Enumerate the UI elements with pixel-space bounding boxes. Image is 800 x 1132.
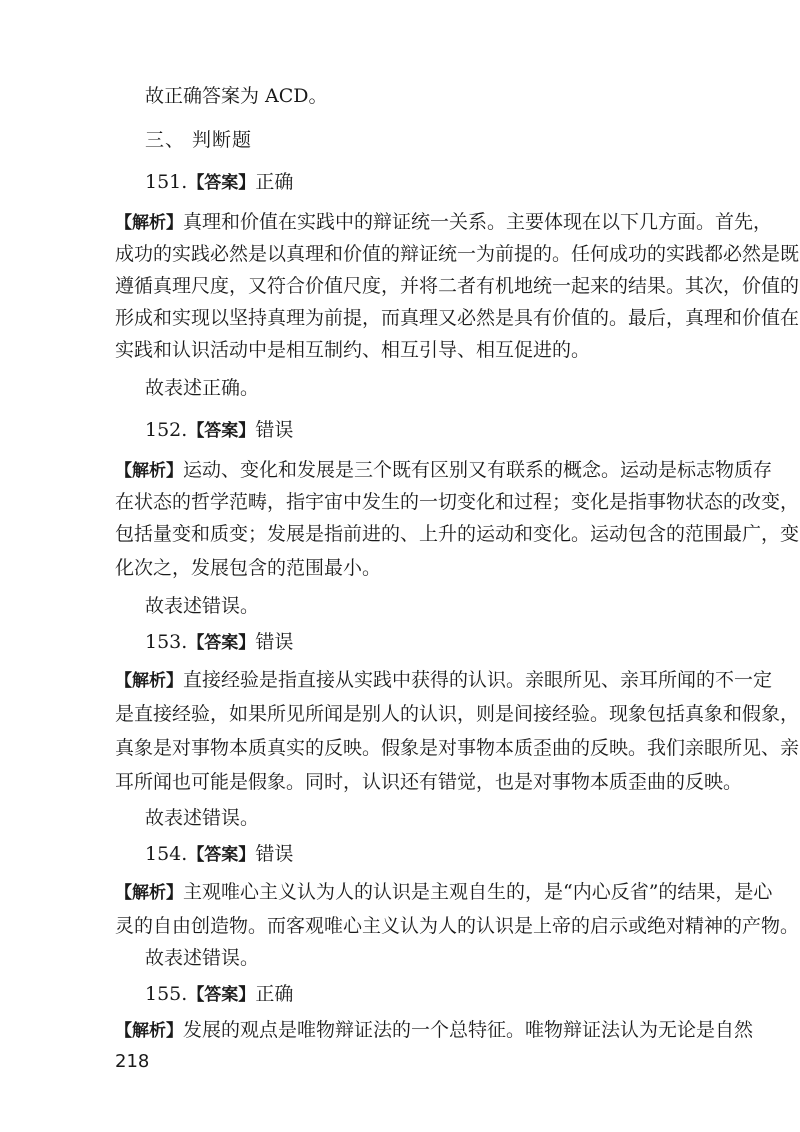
analysis-line: 灵的自由创造物。而客观唯心主义认为人的认识是上帝的启示或绝对精神的产物。 <box>115 915 800 937</box>
analysis-tag: 【解析】 <box>115 1021 183 1041</box>
question-number: 152. <box>145 419 188 441</box>
analysis-line <box>115 1018 753 1043</box>
analysis-line: 包括量变和质变；发展是指前进的、上升的运动和变化。运动包含的范围最广，变 <box>115 523 800 545</box>
analysis-line <box>115 210 772 235</box>
question-number: 154. <box>145 843 188 865</box>
answer-value: 错误 <box>255 843 294 865</box>
analysis-line: 遵循真理尺度，又符合价值尺度，并将二者有机地统一起来的结果。其次，价值的 <box>115 275 800 297</box>
answer-tag: 【答案】 <box>187 845 256 865</box>
analysis-text: 主观唯心主义认为人的认识是主观自生的，是“内心反省”的结果，是心 <box>183 881 773 903</box>
analysis-text: 真理和价值在实践中的辩证统一关系。主要体现在以下几方面。首先， <box>183 211 773 233</box>
question-number: 155. <box>145 983 188 1005</box>
analysis-line: 在状态的哲学范畴，指宇宙中发生的一切变化和过程；变化是指事物状态的改变， <box>115 491 800 513</box>
answer-tag: 【答案】 <box>187 985 256 1005</box>
answer-line-151 <box>145 170 293 195</box>
question-number: 153. <box>145 631 188 653</box>
conclusion-line: 故表述错误。 <box>145 947 260 969</box>
answer-tag: 【答案】 <box>187 633 256 653</box>
answer-value: 正确 <box>255 983 294 1005</box>
answer-value: 正确 <box>255 171 294 193</box>
analysis-tag: 【解析】 <box>115 461 183 481</box>
analysis-text: 发展的观点是唯物辩证法的一个总特征。唯物辩证法认为无论是自然 <box>183 1019 754 1041</box>
analysis-line <box>115 880 772 905</box>
conclusion-line: 故表述错误。 <box>145 595 260 617</box>
conclusion-line: 故表述错误。 <box>145 807 260 829</box>
answer-value: 错误 <box>255 631 294 653</box>
analysis-line <box>115 668 772 693</box>
analysis-text: 直接经验是指直接从实践中获得的认识。亲眼所见、亲耳所闻的不一定 <box>183 669 773 691</box>
answer-line-154 <box>145 842 293 867</box>
section-title: 三、 判断题 <box>145 129 253 151</box>
analysis-tag: 【解析】 <box>115 671 183 691</box>
analysis-tag: 【解析】 <box>115 213 183 233</box>
analysis-line: 成功的实践必然是以真理和价值的辩证统一为前提的。任何成功的实践都必然是既 <box>115 243 800 265</box>
analysis-text: 运动、变化和发展是三个既有区别又有联系的概念。运动是标志物质存 <box>183 459 773 481</box>
analysis-line <box>115 458 772 483</box>
analysis-line: 真象是对事物本质真实的反映。假象是对事物本质歪曲的反映。我们亲眼所见、亲 <box>115 737 800 759</box>
conclusion-line: 故正确答案为 ACD。 <box>145 85 328 107</box>
analysis-line: 形成和实现以坚持真理为前提，而真理又必然是具有价值的。最后，真理和价值在 <box>115 307 800 329</box>
answer-tag: 【答案】 <box>187 421 256 441</box>
analysis-line: 耳所闻也可能是假象。同时，认识还有错觉，也是对事物本质歪曲的反映。 <box>115 771 743 793</box>
answer-line-155 <box>145 982 293 1007</box>
page-number: 218 <box>115 1051 150 1072</box>
question-number: 151. <box>145 171 188 193</box>
answer-line-153 <box>145 630 293 655</box>
conclusion-line: 故表述正确。 <box>145 377 260 399</box>
analysis-tag: 【解析】 <box>115 883 183 903</box>
analysis-line: 实践和认识活动中是相互制约、相互引导、相互促进的。 <box>115 339 591 361</box>
answer-line-152 <box>145 418 293 443</box>
analysis-line: 是直接经验，如果所见所闻是别人的认识，则是间接经验。现象包括真象和假象， <box>115 703 800 725</box>
analysis-line: 化次之，发展包含的范围最小。 <box>115 557 382 579</box>
answer-tag: 【答案】 <box>187 173 256 193</box>
answer-value: 错误 <box>255 419 294 441</box>
